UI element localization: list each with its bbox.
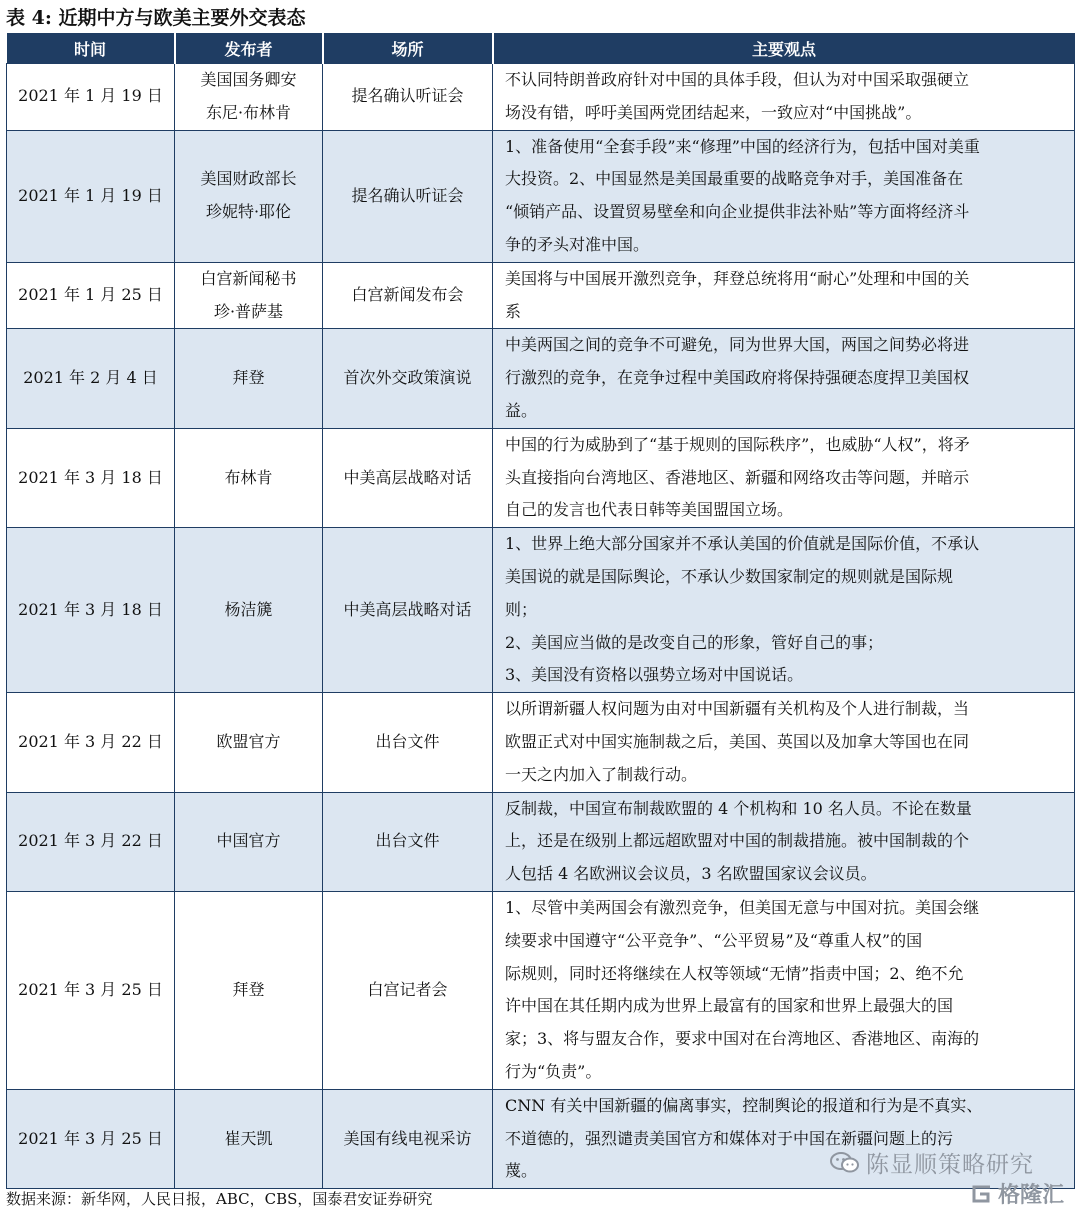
cell-venue: 中美高层战略对话 (323, 528, 493, 693)
table-row (7, 130, 1075, 262)
table-row (7, 64, 1075, 131)
cell-view: CNN 有关中国新疆的偏离事实，控制舆论的报道和行为是不真实、 不道德的，强烈谴责美国官方和媒体对于中国在新疆问题上的污 蔑。 (493, 1089, 1075, 1188)
header-speaker: 发布者 (175, 33, 323, 64)
cell-date: 2021 年 3 月 25 日 (7, 1089, 175, 1188)
cell-date: 2021 年 1 月 19 日 (7, 64, 175, 131)
table-title: 表 4: 近期中方与欧美主要外交表态 (6, 7, 306, 29)
table-row (7, 262, 1075, 329)
cell-date: 2021 年 3 月 18 日 (7, 528, 175, 693)
watermark-brand-name: 格隆汇 (997, 1183, 1064, 1208)
statements-table (6, 33, 1075, 1189)
cell-speaker: 拜登 (175, 891, 323, 1089)
cell-venue: 出台文件 (323, 792, 493, 891)
cell-view: 1、准备使用“全套手段”来“修理”中国的经济行为，包括中国对美重 大投资。2、中国显然是美国最重要的战略竞争对手，美国准备在 “倾销产品、设置贸易壁垒和向企业提供非法补贴”等方面将经济斗 争的矛头对准中国。 (493, 130, 1075, 262)
cell-view: 中美两国之间的竞争不可避免，同为世界大国，两国之间势必将进 行激烈的竞争，在竞争过程中美国政府将保持强硬态度捍卫美国权 益。 (493, 329, 1075, 428)
cell-date: 2021 年 3 月 25 日 (7, 891, 175, 1089)
cell-date: 2021 年 3 月 18 日 (7, 428, 175, 527)
cell-venue: 首次外交政策演说 (323, 329, 493, 428)
cell-date: 2021 年 1 月 19 日 (7, 130, 175, 262)
cell-view: 中国的行为威胁到了“基于规则的国际秩序”，也威胁“人权”，将矛 头直接指向台湾地区、香港地区、新疆和网络攻击等问题，并暗示 自己的发言也代表日韩等美国盟国立场。 (493, 428, 1075, 527)
header-main-view: 主要观点 (493, 33, 1075, 64)
cell-speaker: 布林肯 (175, 428, 323, 527)
cell-venue: 中美高层战略对话 (323, 428, 493, 527)
cell-venue: 白宫新闻发布会 (323, 262, 493, 329)
cell-view: 1、世界上绝大部分国家并不承认美国的价值就是国际价值，不承认 美国说的就是国际舆论，不承认少数国家制定的规则就是国际规 则； 2、美国应当做的是改变自己的形象，管好自己的事； 3、美国没有资格以强势立场对中国说话。 (493, 528, 1075, 693)
cell-view: 不认同特朗普政府针对中国的具体手段，但认为对中国采取强硬立 场没有错，呼吁美国两党团结起来，一致应对“中国挑战”。 (493, 64, 1075, 131)
cell-venue: 提名确认听证会 (323, 130, 493, 262)
cell-view: 反制裁，中国宣布制裁欧盟的 4 个机构和 10 名人员。不论在数量 上，还是在级别上都远超欧盟对中国的制裁措施。被中国制裁的个 人包括 4 名欧洲议会议员，3 名欧盟国家议会议员。 (493, 792, 1075, 891)
cell-speaker: 美国财政部长 珍妮特·耶伦 (175, 130, 323, 262)
data-source-note: 数据来源：新华网，人民日报，ABC，CBS，国泰君安证券研究 (6, 1190, 433, 1208)
cell-view: 美国将与中国展开激烈竞争，拜登总统将用“耐心”处理和中国的关 系 (493, 262, 1075, 329)
cell-venue: 美国有线电视采访 (323, 1089, 493, 1188)
cell-date: 2021 年 2 月 4 日 (7, 329, 175, 428)
cell-speaker: 欧盟官方 (175, 693, 323, 792)
cell-speaker: 杨洁篪 (175, 528, 323, 693)
cell-speaker: 崔天凯 (175, 1089, 323, 1188)
cell-date: 2021 年 3 月 22 日 (7, 693, 175, 792)
table-row (7, 428, 1075, 527)
watermark-account-name: 陈显顺策略研究 (866, 1152, 1034, 1178)
cell-venue: 提名确认听证会 (323, 64, 493, 131)
cell-venue: 出台文件 (323, 693, 493, 792)
cell-speaker: 美国国务卿安 东尼·布林肯 (175, 64, 323, 131)
table-header-row (7, 33, 1075, 64)
header-time: 时间 (7, 33, 175, 64)
header-venue: 场所 (323, 33, 493, 64)
cell-venue: 白宫记者会 (323, 891, 493, 1089)
table-row (7, 693, 1075, 792)
cell-view: 1、尽管中美两国会有激烈竞争，但美国无意与中国对抗。美国会继 续要求中国遵守“公平竞争”、“公平贸易”及“尊重人权”的国 际规则，同时还将继续在人权等领域“无情”指责中国；2、绝不允 许中国在其任期内成为世界上最富有的国家和世界上最强大的国 家；3、将与盟友合作，要求中国对在台湾地区、香港地区、南海的 行为“负责”。 (493, 891, 1075, 1089)
cell-speaker: 白宫新闻秘书 珍·普萨基 (175, 262, 323, 329)
table-row (7, 792, 1075, 891)
cell-date: 2021 年 1 月 25 日 (7, 262, 175, 329)
table-row (7, 1089, 1075, 1188)
table-row (7, 329, 1075, 428)
cell-speaker: 拜登 (175, 329, 323, 428)
table-row (7, 528, 1075, 693)
cell-speaker: 中国官方 (175, 792, 323, 891)
cell-view: 以所谓新疆人权问题为由对中国新疆有关机构及个人进行制裁，当 欧盟正式对中国实施制裁之后，美国、英国以及加拿大等国也在同 一天之内加入了制裁行动。 (493, 693, 1075, 792)
table-row (7, 891, 1075, 1089)
cell-date: 2021 年 3 月 22 日 (7, 792, 175, 891)
